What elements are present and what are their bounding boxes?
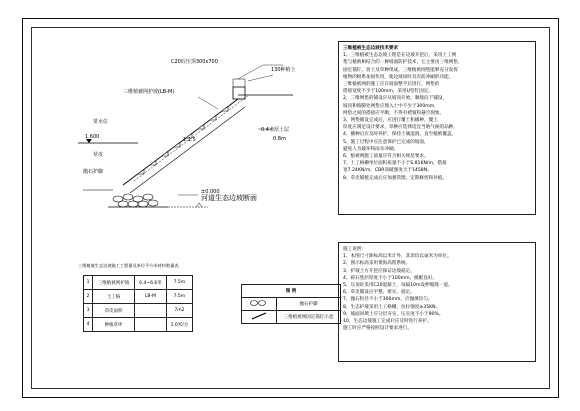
text-line: 2、三维网垫的铺设应从坡顶开始，顺坡向下铺设， <box>343 96 447 102</box>
label-water: 常水位 <box>93 119 109 125</box>
text-line: 1、本图尺寸除标高以米计外，其余均以毫米为单位。 <box>343 254 452 260</box>
section-title: 河道生态边坡断面 <box>201 194 257 202</box>
text-line: 10、生态边坡施工完成后应及时进行养护。 <box>343 319 432 325</box>
notes-title: 施工说明： <box>343 247 366 252</box>
text-line: 2、图示标高采用黄海高程系统。 <box>343 261 411 267</box>
anchor-symbol-icon <box>242 311 277 324</box>
text-line: 4、碎石垫层厚度不小于100mm，级配良好。 <box>343 275 438 281</box>
text-line: 4、播种后应及时养护，保持土壤湿润，直至植被覆盖。 <box>343 132 457 138</box>
label-bed: 抛石护脚 <box>83 169 104 175</box>
notes-lines <box>343 253 531 332</box>
requirements-box <box>338 41 536 215</box>
requirements-lines <box>343 52 531 182</box>
text-line: 植物的根系加固作用，使边坡同时具有防冲刷的功能， <box>343 74 454 80</box>
label-rebar: 0.4米厚土层 <box>261 127 289 133</box>
notes-box <box>338 242 536 362</box>
text-line: 厚度应满足设计要求，草种应选择适宜当地气候的品种。 <box>343 125 458 131</box>
text-line: 5、压顶砼采用C20混凝土，每隔10m设伸缩缝一道。 <box>343 283 453 289</box>
text-line: 固定锚钉、客土及草种组成。三维植被网垫能够充分发挥 <box>343 67 458 73</box>
legend-row: 抛石护脚 <box>242 298 341 311</box>
qty-table <box>83 275 193 332</box>
text-line: 3、网垫铺设完成后，应进行覆土和播种，覆土 <box>343 118 438 124</box>
label-mat: 三维植被网护坡(LB-M) <box>123 89 175 95</box>
label-toe: 0.8m <box>273 136 286 142</box>
label-grass: 草皮 <box>93 152 104 158</box>
text-line: 8、生态护坡采用土工格栅，抗拉强度≥35KN。 <box>343 304 441 310</box>
label-water-level: 1.600 <box>85 134 100 140</box>
drawing-sheet <box>22 18 559 398</box>
text-line: 三维植被网的施工应在坡面整平后进行，网垫的 <box>343 82 440 88</box>
table-row: 2 土工格 LB-M 7.5m <box>84 290 193 304</box>
text-line: 垫与植被相结合的一种坡面防护技术，它主要由三维网垫、 <box>343 60 463 66</box>
table-row: 1 三维植被网护坡 6.4~6.6米 7.5m <box>84 276 193 290</box>
label-bottom-level: ±0.000 <box>201 189 220 195</box>
text-line: 9、坡面回填土应分层夯实，压实度不小于90%。 <box>343 311 444 317</box>
text-line: 避免人为破坏和雨水冲刷。 <box>343 146 399 152</box>
requirements-title: 三维植被生态边坡技术要求 <box>343 46 399 51</box>
text-line: 坡顶和坡脚处网垫应埋入土中不少于300mm， <box>343 103 439 109</box>
label-slope: 1:1.5 <box>183 137 196 143</box>
qty-table-title: 三维植被生态边坡施工工程量及单位平方米材料数量表 <box>78 263 179 268</box>
legend-title: 图 例 <box>242 285 341 298</box>
river-slope-section <box>68 57 298 212</box>
text-line: 5、施工过程中应注意保护已完成的坡面， <box>343 139 429 145</box>
text-line: 6、植被网施工质量应符合相关规范要求。 <box>343 154 429 160</box>
text-line: 1、三维植被生态边坡工程是在边坡开挖后，采用土工网 <box>343 53 457 59</box>
text-line: 搭接宽度不少于100mm，采用U型钉固定。 <box>343 89 433 95</box>
text-line: 8、草皮铺植完成后应加强管理，定期修剪和补植。 <box>343 175 447 181</box>
text-line: 网垫之间的搭接应平顺，不得有褶皱和悬空现象。 <box>343 110 445 116</box>
text-line: 7、土工格栅单位面积质量不小于S.81KN/m，搭接 <box>343 161 447 167</box>
text-line: 宽7.24KN/m，CBR顶破强度大于1458N。 <box>343 168 432 174</box>
label-soil: 130种植土 <box>271 67 296 73</box>
rock-symbol-icon <box>242 298 277 311</box>
text-line: 7、抛石粒径不小于300mm，应抛填均匀。 <box>343 297 433 303</box>
legend-row: 三维植被网固定锚钉示意 <box>242 311 341 324</box>
text-line: 施工时应严格按照设计要求进行。 <box>343 326 412 332</box>
legend-table <box>241 284 341 324</box>
label-top-block: C20砼压顶300x700 <box>171 59 218 65</box>
table-row: 3 草皮面积 7m2 <box>84 304 193 318</box>
text-line: 3、护坡土方开挖应保证边坡稳定。 <box>343 268 415 274</box>
table-row: 4 种植草坪 1.0米/方 <box>84 318 193 332</box>
text-line: 6、草皮铺设应平整、密实、稳定。 <box>343 290 415 296</box>
